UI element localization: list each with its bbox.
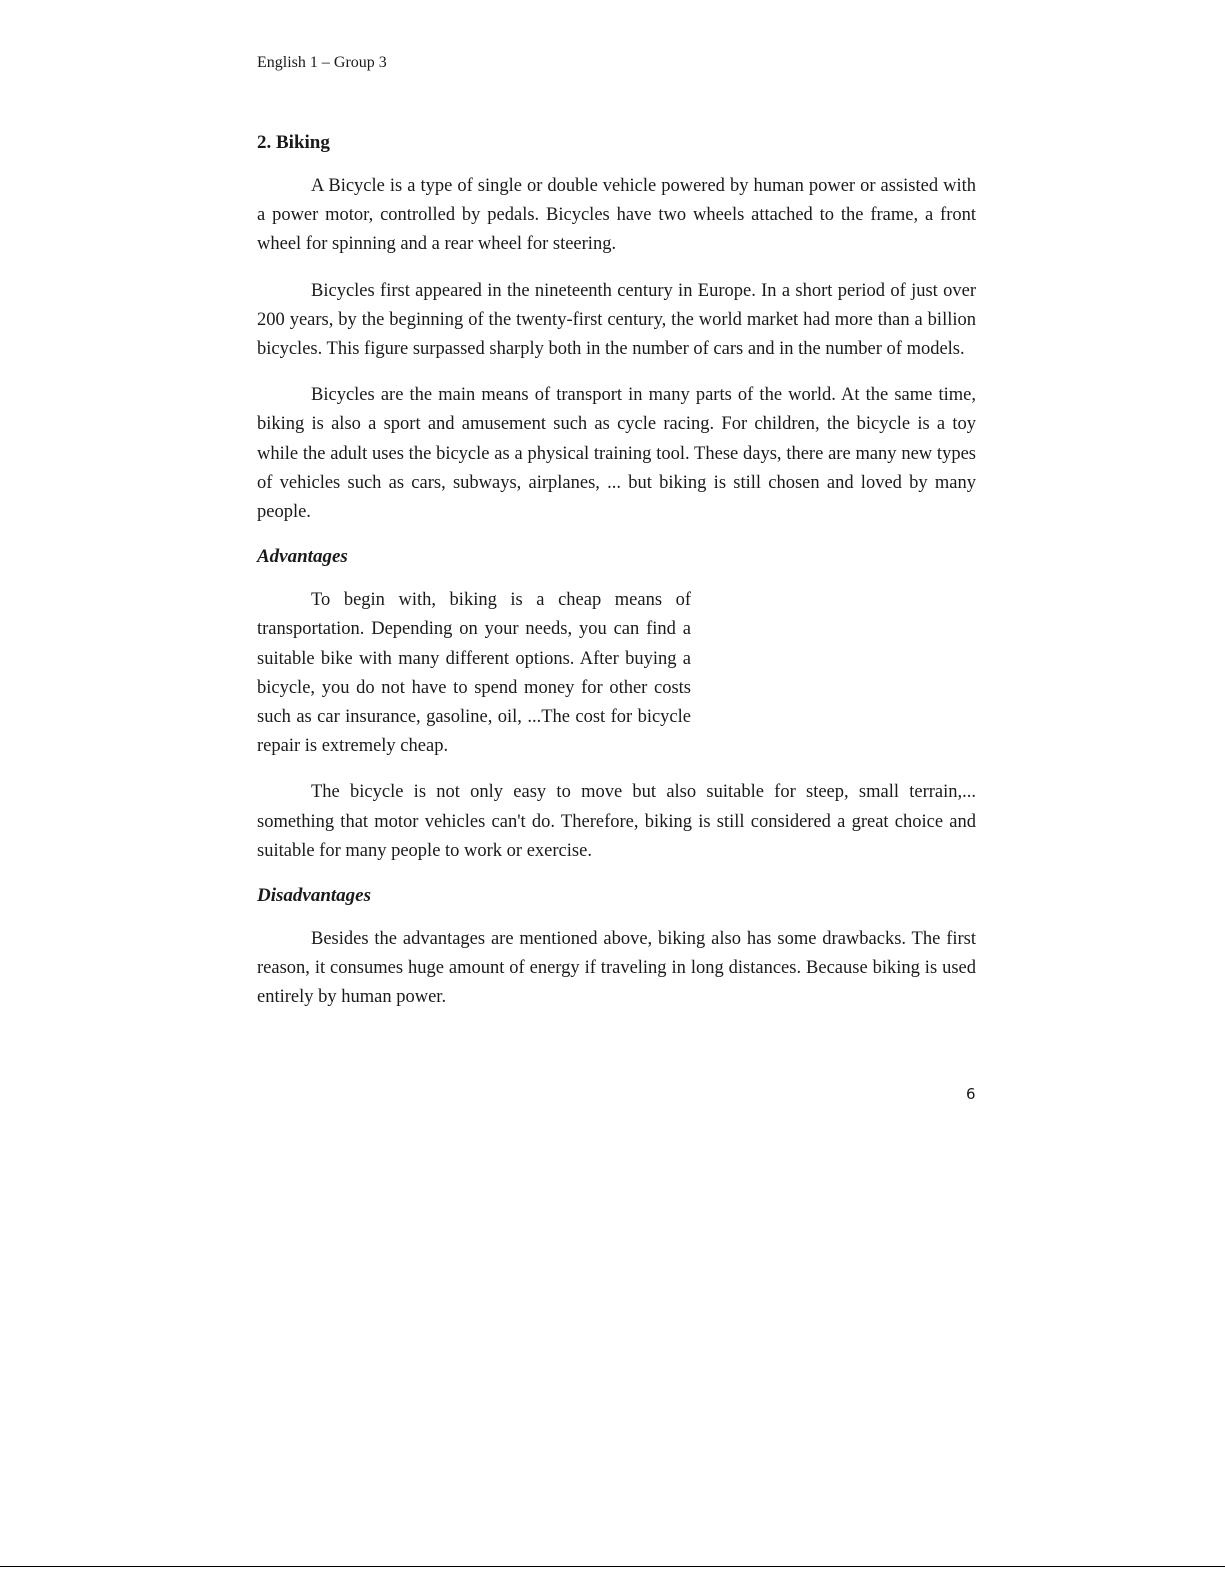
intro-paragraph-1: A Bicycle is a type of single or double vehicle powered by human power or assisted with a power motor, controlled by pedals. Bicycles have two wheels attached to the frame, a front wheel for spinning and a rear wheel for steering. [257, 176, 976, 255]
running-header: English 1 – Group 3 [257, 54, 387, 71]
advantages-paragraph-1: To begin with, biking is a cheap means of transportation. Depending on your needs, you can find a suitable bike with many different options. After buying a bicycle, you do not have to spend money for other costs such as car insurance, gasoline, oil, ...The cost for bicycle repair is extremely cheap. [257, 590, 691, 757]
page-bottom-edge [0, 1566, 1225, 1567]
disadvantages-paragraph-1: Besides the advantages are mentioned above, biking also has some drawbacks. The first reason, it consumes huge amount of energy if traveling in long distances. Because biking is used entirely by human power. [257, 929, 976, 1008]
disadvantages-heading: Disadvantages [257, 885, 371, 907]
section-title: 2. Biking [257, 132, 330, 153]
intro-paragraph-3: Bicycles are the main means of transport in many parts of the world. At the same time, biking is also a sport and amusement such as cycle racing. For children, the bicycle is a toy while the adult uses the bicycle as a physical training tool. These days, there are many new types of vehicles such as cars, subways, airplanes, ... but biking is still chosen and loved by many people. [257, 385, 976, 523]
advantages-heading: Advantages [257, 546, 348, 568]
page-number: 6 [966, 1085, 976, 1103]
intro-paragraph-2: Bicycles first appeared in the nineteenth century in Europe. In a short period of just over 200 years, by the beginning of the twenty-first century, the world market had more than a billion bicycles. This figure surpassed sharply both in the number of cars and in the number of models. [257, 280, 976, 360]
advantages-paragraph-2: The bicycle is not only easy to move but also suitable for steep, small terrain,... something that motor vehicles can't do. Therefore, biking is still considered a great choice and suitable for many people to work or exercise. [257, 782, 976, 861]
document-body [257, 130, 976, 1013]
